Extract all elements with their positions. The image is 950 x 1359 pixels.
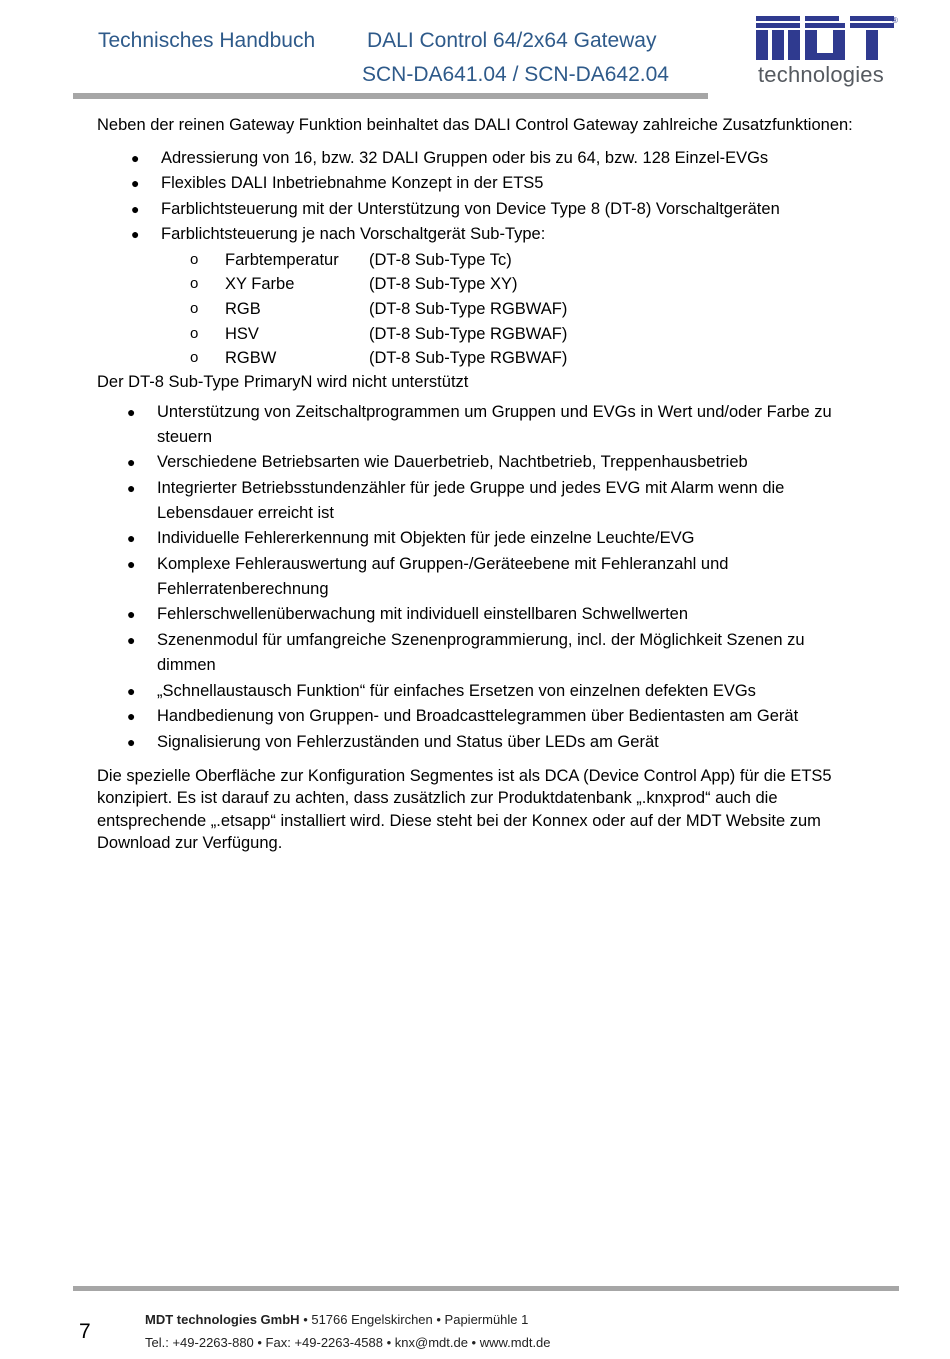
model-number: SCN-DA641.04 / SCN-DA642.04 [362, 63, 669, 86]
bullet-icon: ● [127, 682, 136, 699]
footer-divider [73, 1286, 899, 1291]
bullet-icon: ● [127, 555, 136, 572]
list-item: ● Handbedienung von Gruppen- und Broadcasttelegrammen über Bedientasten am Gerät [97, 704, 857, 729]
list-item: ● Unterstützung von Zeitschaltprogrammen um Gruppen und EVGs in Wert und/oder Farbe zu steuern [97, 400, 857, 450]
bullet-icon: ● [127, 479, 136, 496]
registered-mark: ® [892, 16, 898, 25]
subtype-list [97, 248, 857, 372]
mdt-logo [756, 16, 901, 88]
list-item: ● Flexibles DALI Inbetriebnahme Konzept in der ETS5 [97, 171, 857, 197]
product-name: DALI Control 64/2x64 Gateway [367, 29, 657, 52]
list-item: ● „Schnellaustausch Funktion“ für einfaches Ersetzen von einzelnen defekten EVGs [97, 679, 857, 704]
feature-list [97, 146, 857, 248]
circle-bullet-icon: o [190, 250, 199, 268]
list-item: ● Fehlerschwellenüberwachung mit individuell einstellbaren Schwellwerten [97, 602, 857, 627]
subtype-item: o RGB (DT-8 Sub-Type RGBWAF) [97, 297, 857, 322]
circle-bullet-icon: o [190, 275, 199, 293]
circle-bullet-icon: o [190, 299, 199, 317]
bullet-icon: ● [131, 200, 140, 217]
bullet-icon: ● [131, 175, 140, 191]
mdt-logo-mark [756, 16, 896, 60]
footer-address [145, 1312, 528, 1327]
page-number: 7 [79, 1320, 91, 1343]
subtype-item: o XY Farbe (DT-8 Sub-Type XY) [97, 272, 857, 297]
bullet-icon: ● [127, 632, 136, 649]
company-name: MDT technologies GmbH [145, 1312, 300, 1327]
list-item: ● Szenenmodul für umfangreiche Szenenprogrammierung, incl. der Möglichkeit Szenen zu dimmen [97, 628, 857, 678]
bullet-icon: ● [127, 708, 136, 725]
list-item: ● Signalisierung von Fehlerzuständen und Status über LEDs am Gerät [97, 730, 857, 755]
bullet-icon: ● [127, 733, 136, 750]
note-text: Der DT-8 Sub-Type PrimaryN wird nicht unterstützt [97, 373, 469, 392]
list-item: ● Individuelle Fehlererkennung mit Objekten für jede einzelne Leuchte/EVG [97, 526, 857, 551]
header-divider [73, 93, 708, 99]
list-item: ● Farblichtsteuerung je nach Vorschaltgerät Sub-Type: [97, 222, 857, 248]
footer-contact: Tel.: +49-2263-880 • Fax: +49-2263-4588 • knx@mdt.de • www.mdt.de [145, 1335, 551, 1350]
bullet-icon: ● [131, 226, 140, 242]
list-item: ● Adressierung von 16, bzw. 32 DALI Gruppen oder bis zu 64, bzw. 128 Einzel-EVGs [97, 146, 857, 172]
bullet-icon: ● [127, 530, 136, 547]
company-address: • 51766 Engelskirchen • Papiermühle 1 [303, 1312, 529, 1327]
bullet-icon: ● [127, 454, 136, 471]
subtype-item: o Farbtemperatur (DT-8 Sub-Type Tc) [97, 248, 857, 273]
bullet-icon: ● [131, 149, 140, 166]
document-body [97, 114, 857, 855]
subtype-item: o HSV (DT-8 Sub-Type RGBWAF) [97, 322, 857, 347]
document-title: Technisches Handbuch [98, 29, 316, 52]
circle-bullet-icon: o [190, 349, 199, 367]
logo-subtext: technologies [758, 62, 884, 87]
intro-paragraph: Neben der reinen Gateway Funktion beinhaltet das DALI Control Gateway zahlreiche Zusatzfunktionen: [97, 116, 853, 134]
subtype-item: o RGBW (DT-8 Sub-Type RGBWAF) [97, 346, 857, 371]
circle-bullet-icon: o [190, 324, 199, 342]
list-item: ● Verschiedene Betriebsarten wie Dauerbetrieb, Nachtbetrieb, Treppenhausbetrieb [97, 450, 857, 475]
closing-paragraph: Die spezielle Oberfläche zur Konfiguration Segmentes ist als DCA (Device Control App) für die ETS5 konzipiert. Es ist darauf zu achten, dass zusätzlich zur Produktdatenbank „.knxprod“ auch die entsprechende „.etsapp“ installiert wird. Diese steht bei der Konnex oder auf der MDT Website zum Download zur Verfügung. [97, 766, 832, 853]
list-item: ● Integrierter Betriebsstundenzähler für jede Gruppe und jedes EVG mit Alarm wenn die Lebensdauer erreicht ist [97, 476, 857, 526]
bullet-icon: ● [127, 606, 136, 623]
feature-list-2 [97, 400, 857, 755]
list-item: ● Komplexe Fehlerauswertung auf Gruppen-/Geräteebene mit Fehleranzahl und Fehlerratenberechnung [97, 552, 857, 602]
bullet-icon: ● [127, 403, 136, 420]
list-item: ● Farblichtsteuerung mit der Unterstützung von Device Type 8 (DT-8) Vorschaltgeräten [97, 197, 857, 223]
